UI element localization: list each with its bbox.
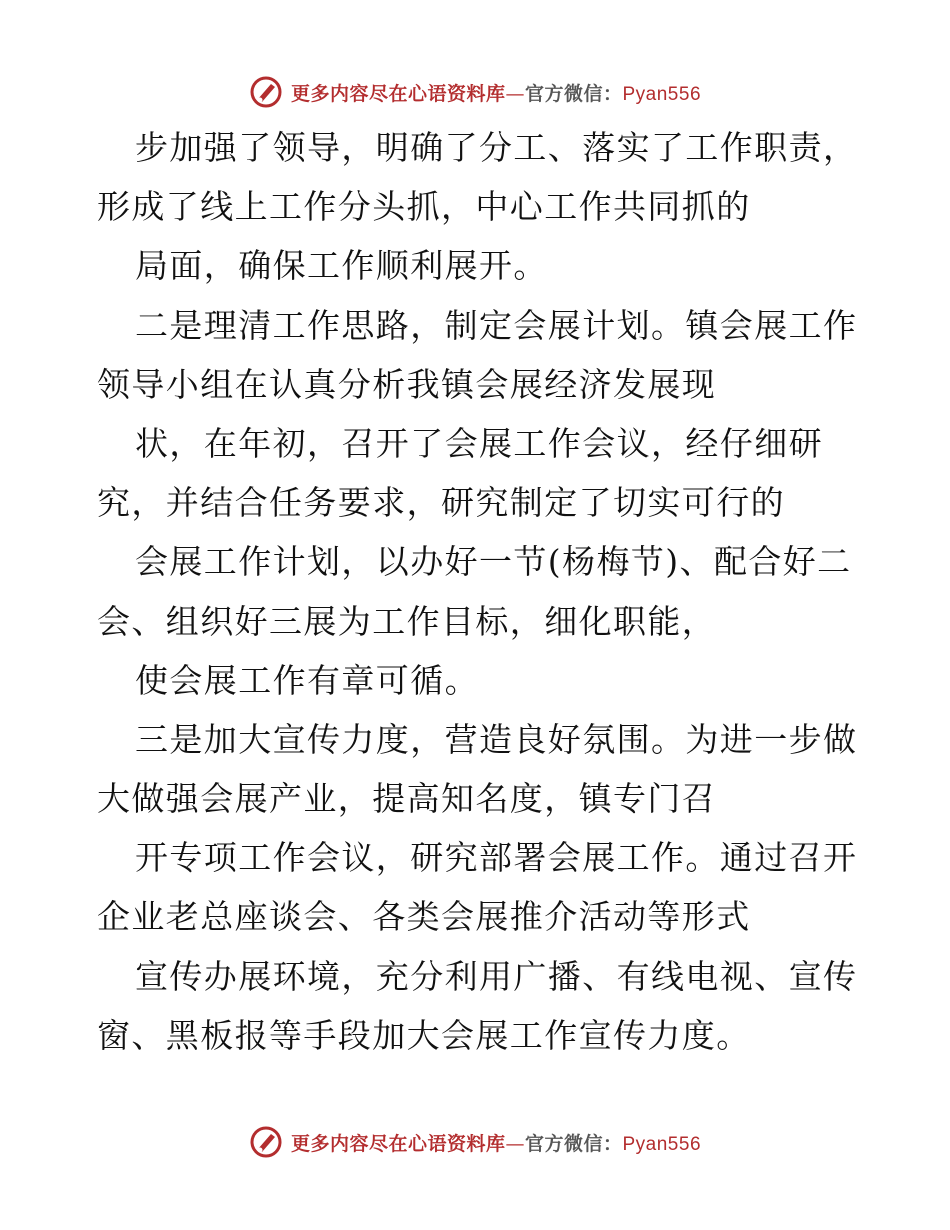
body-line: 会展工作计划，以办好一节(杨梅节)、配合好二 [135,542,852,582]
body-line: 窗、黑板报等手段加大会展工作宣传力度。 [97,1015,751,1055]
footer-banner-main: 更多内容尽在心语资料库 [290,1132,506,1155]
body-line: 二是理清工作思路，制定会展计划。镇会展工作 [135,305,858,345]
body-line: 究，并结合任务要求，研究制定了切实可行的 [97,483,785,523]
body-line: 大做强会展产业，提高知名度，镇专门召 [97,779,717,819]
body-line: 形成了线上工作分头抓，中心工作共同抓的 [97,187,751,227]
body-line: 开专项工作会议，研究部署会展工作。通过召开 [135,838,858,878]
body-line: 企业老总座谈会、各类会展推介活动等形式 [97,897,751,937]
footer-banner-id: Pyan556 [622,1133,702,1155]
body-line: 领导小组在认真分析我镇会展经济发展现 [97,364,717,404]
header-banner-dash: — [505,82,525,105]
document-body [97,118,857,1065]
body-line: 三是加大宣传力度，营造良好氛围。为进一步做 [135,719,858,759]
logo-icon [249,75,283,109]
header-banner [0,72,950,112]
footer-banner [0,1122,950,1162]
footer-banner-dash: — [505,1132,525,1155]
body-line: 使会展工作有章可循。 [135,660,479,700]
footer-banner-sub: 官方微信： [524,1132,623,1155]
body-line: 步加强了领导，明确了分工、落实了工作职责， [135,128,858,167]
logo-icon [249,1125,283,1159]
header-banner-id: Pyan556 [622,83,702,105]
footer-banner-text [291,1129,701,1156]
header-banner-main: 更多内容尽在心语资料库 [290,82,506,105]
header-banner-sub: 官方微信： [524,82,623,105]
body-line: 会、组织好三展为工作目标，细化职能， [97,601,717,641]
body-line: 状，在年初，召开了会展工作会议，经仔细研 [135,423,823,463]
body-line: 宣传办展环境，充分利用广播、有线电视、宣传 [135,956,858,996]
body-line: 局面，确保工作顺利展开。 [135,246,548,286]
header-banner-text [291,79,701,106]
